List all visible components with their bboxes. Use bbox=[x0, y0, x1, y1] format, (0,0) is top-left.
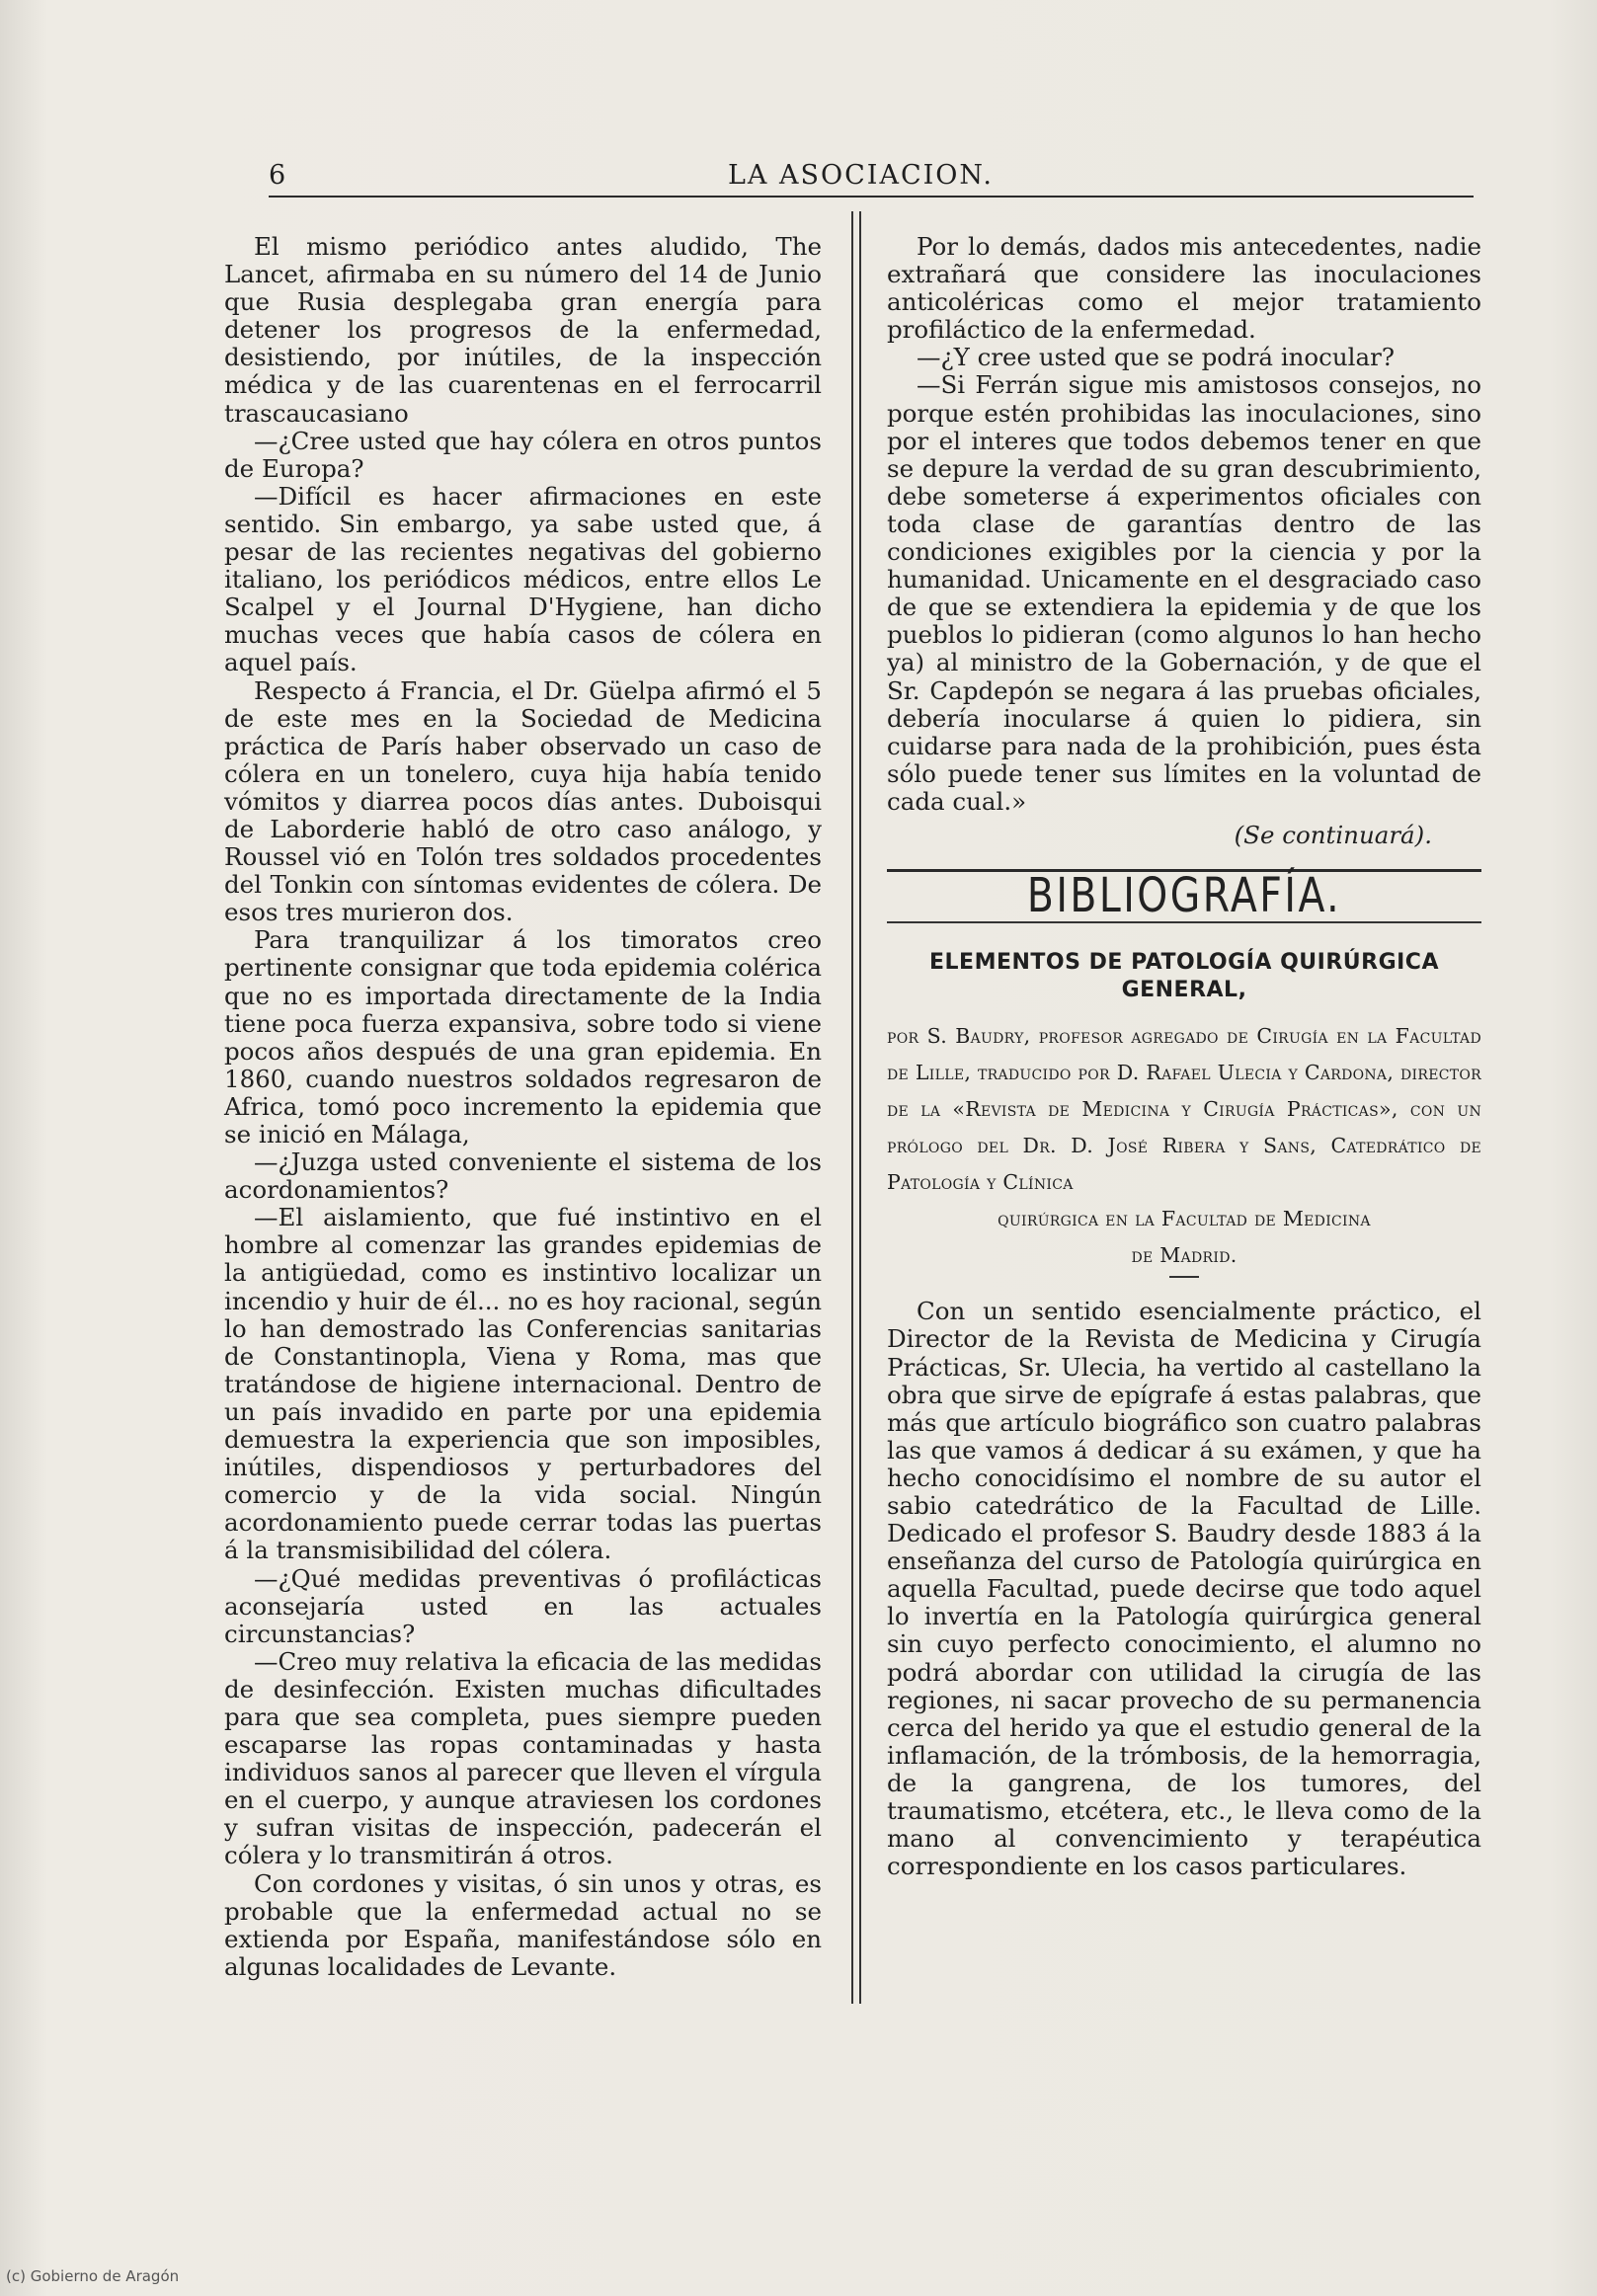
page-number: 6 bbox=[269, 160, 287, 191]
paragraph: —El aislamiento, que fué instintivo en el hombre al comenzar las grandes epidemias de la antigüedad, como es instintivo localizar un incendio y huir de él... no es hoy racional, según lo han demostrado las Conferencias sanitarias de Constantinopla, Viena y Roma, mas que tratándose de higiene internacional. Dentro de un país invadido en parte por una epidemia demuestra la experiencia que son imposibles, inútiles, dispendiosos y perturbadores del comercio y de la vida social. Ningún acordonamiento puede cerrar todas las puertas á la transmisibilidad del cólera. bbox=[224, 1203, 822, 1565]
paragraph: —Creo muy relativa la eficacia de las medidas de desinfección. Existen muchas dificultades para que sea completa, pues siempre pueden escaparse las ropas contaminadas y hasta individuos sanos al parecer que lleven el vírgula en el cuerpo, y aunque atraviesen los cordones y sufran visitas de inspección, padecerán el cólera y lo transmitirán á otros. bbox=[224, 1646, 822, 1870]
paragraph: —¿Cree usted que hay cólera en otros puntos de Europa? bbox=[224, 426, 822, 483]
book-info-line: de Madrid. bbox=[1131, 1243, 1238, 1268]
paragraph: —Difícil es hacer afirmaciones en este sentido. Sin embargo, ya sabe usted que, á pesar de las recientes negativas del gobierno italiano, los periódicos médicos, entre ellos Le Scalpel y el Journal D'Hygiene, han dicho muchas veces que había casos de cólera en aquel país. bbox=[224, 481, 822, 677]
watermark: (c) Gobierno de Aragón bbox=[6, 2267, 180, 2285]
review-paragraph: Con un sentido esencialmente práctico, el Director de la Revista de Medicina y Cirugía Prácticas, Sr. Ulecia, ha vertido al castellano la obra que sirve de epígrafe á estas palabras, que más que artículo biográfico son cuatro palabras las que vamos á dedicar á su exámen, y que ha hecho conocidísimo el nombre de su autor el sabio catedrático de la Facultad de Lille. Dedicado el profesor S. Baudry desde 1883 á la enseñanza del curso de Patología quirúrgica en aquella Facultad, puede decirse que todo aquel lo invertía en la Patología quirúrgica general sin cuyo perfecto conocimiento, el alumno no podrá abordar con utilidad la cirugía de las regiones, ni sacar provecho de su permanencia cerca del herido ya que el estudio general de la inflamación, de la trómbosis, de la hemorragia, de la gangrena, de los tumores, del traumatismo, etcétera, etc., le lleva como de la mano al convencimiento y terapéutica correspondiente en los casos particulares. bbox=[887, 1297, 1481, 1881]
column-divider bbox=[851, 211, 861, 2004]
paragraph: Para tranquilizar á los timoratos creo pertinente consignar que toda epidemia colérica que no es importada directamente de la India tiene poca fuerza expansiva, sobre todo si viene pocos años después de una gran epidemia. En 1860, cuando nuestros soldados regresaron de Africa, tomó poco incremento la epidemia que se inició en Málaga, bbox=[224, 925, 822, 1148]
book-info bbox=[887, 1018, 1481, 1274]
paragraph: El mismo periódico antes aludido, The Lancet, afirmaba en su número del 14 de Junio que Rusia desplegaba gran energía para detener los progresos de la enfermedad, desistiendo, por inútiles, de la inspección médica y de las cuarentenas en el ferrocarril trascaucasiano bbox=[224, 232, 822, 428]
section-title: BIBLIOGRAFÍA. bbox=[1026, 868, 1342, 924]
paragraph: Por lo demás, dados mis antecedentes, nadie extrañará que considere las inoculaciones anticoléricas como el mejor tratamiento profiláctico de la enfermedad. bbox=[887, 232, 1481, 345]
continued-note: (Se continuará). bbox=[1234, 820, 1432, 849]
paragraph: —¿Y cree usted que se podrá inocular? bbox=[917, 343, 1395, 372]
paragraph: Respecto á Francia, el Dr. Güelpa afirmó el 5 de este mes en la Sociedad de Medicina práctica de París haber observado un caso de cólera en un tonelero, cuya hija había tenido vómitos y diarrea pocos días antes. Duboisqui de Laborderie habló de otro caso análogo, y Roussel vió en Tolón tres soldados procedentes del Tonkin con síntomas evidentes de cólera. De esos tres murieron dos. bbox=[224, 675, 822, 927]
paragraph: —Si Ferrán sigue mis amistosos consejos, no porque estén prohibidas las inoculaciones, sino por el interes que todos debemos tener en que se depure la verdad de su gran descubrimiento, debe someterse á experimentos oficiales con toda clase de garantías dentro de las condiciones exigibles por la ciencia y por la humanidad. Unicamente en el desgraciado caso de que se extendiera la epidemia y de que los pueblos lo pidieran (como algunos lo han hecho ya) al ministro de la Gobernación, y de que el Sr. Capdepón se negara á las pruebas oficiales, debería inocularse á quien lo pidiera, sin cuidarse para nada de la prohibición, pues ésta sólo puede tener sus límites en la voluntad de cada cual.» bbox=[887, 370, 1481, 816]
paragraph: —¿Juzga usted conveniente el sistema de los acordonamientos? bbox=[224, 1148, 822, 1205]
left-column bbox=[224, 233, 822, 1981]
book-info-text: por S. Baudry, profesor agregado de Cirugía en la Facultad de Lille, traducido por D. Rafael Ulecia y Cardona, director de la «Revista de Medicina y Cirugía Prácticas», con un prólogo del Dr. D. José Ribera y Sans, Catedrático de Patología y Clínica bbox=[887, 1024, 1481, 1195]
running-head: LA ASOCIACION. bbox=[728, 160, 994, 191]
short-dash bbox=[1169, 1276, 1199, 1278]
paragraph: —¿Qué medidas preventivas ó profilácticas aconsejaría usted en las actuales circunstancias? bbox=[224, 1563, 822, 1648]
right-column bbox=[887, 233, 1481, 1880]
paragraph: Con cordones y visitas, ó sin unos y otras, es probable que la enfermedad actual no se extienda por España, manifestándose sólo en algunas localidades de Levante. bbox=[224, 1868, 822, 1981]
book-title: ELEMENTOS DE PATOLOGÍA QUIRÚRGICA GENERAL, bbox=[929, 950, 1439, 1003]
page-header bbox=[269, 156, 1474, 198]
book-info-line: quirúrgica en la Facultad de Medicina bbox=[998, 1207, 1371, 1231]
